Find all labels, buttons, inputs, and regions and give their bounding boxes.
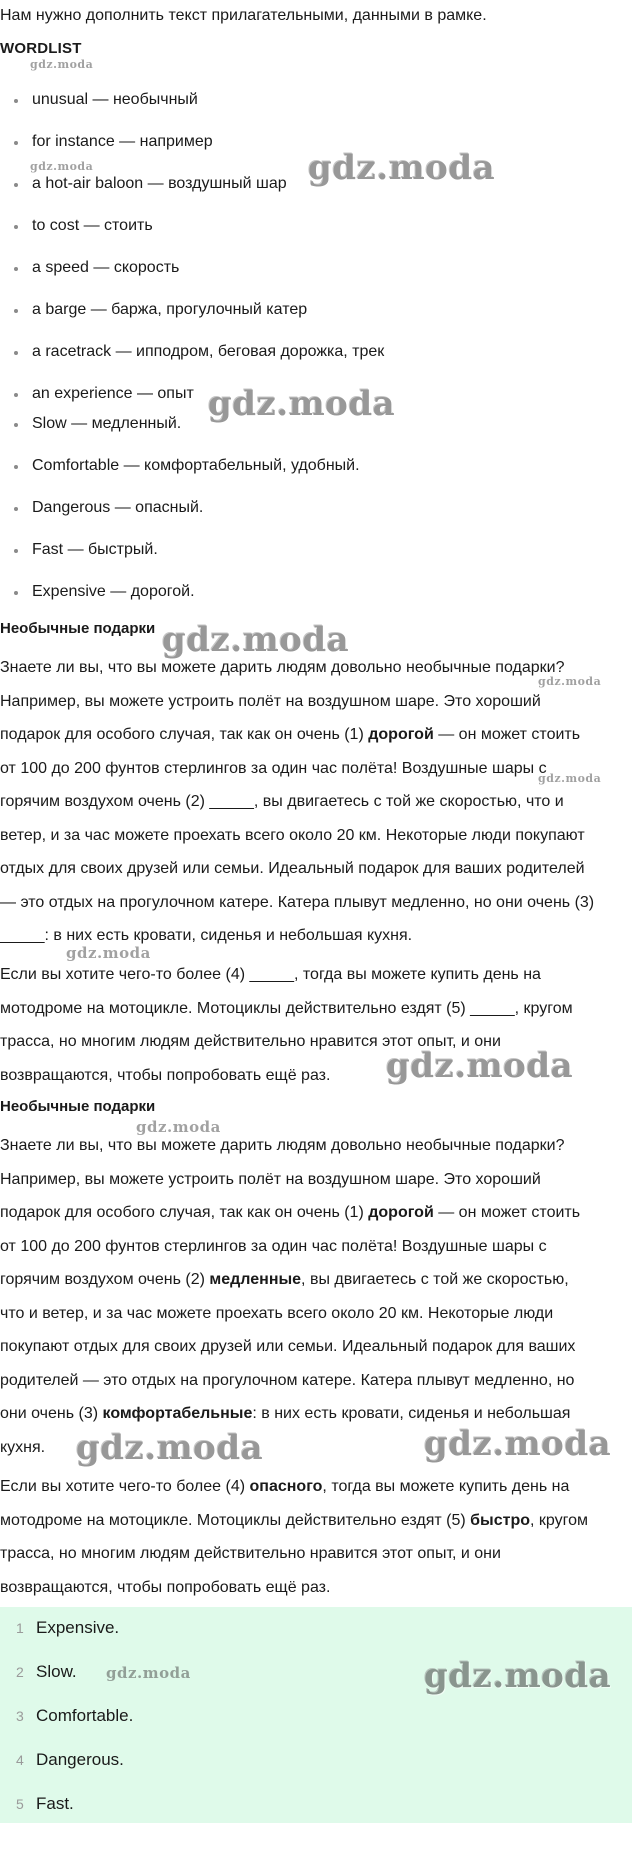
answer-number: 1 bbox=[16, 1620, 24, 1636]
wordlist-item-text: Fast — быстрый. bbox=[32, 541, 158, 558]
watermark: gdz.moda bbox=[66, 944, 151, 962]
bullet-dot bbox=[14, 507, 18, 511]
watermark: gdz.moda bbox=[30, 160, 94, 173]
text-segment: горячим воздухом очень (2) _____, вы двигаетесь с той же скоростью, что и bbox=[0, 793, 564, 810]
text-line bbox=[0, 1163, 632, 1197]
wordlist-item-text: Comfortable — комфортабельный, удобный. bbox=[32, 457, 360, 474]
wordlist-item-text: unusual — необычный bbox=[32, 91, 198, 108]
bullet-dot bbox=[14, 141, 18, 145]
text-segment: от 100 до 200 фунтов стерлингов за один час полёта! Воздушные шары с bbox=[0, 759, 547, 777]
text-segment: возвращаются, чтобы попробовать ещё раз. bbox=[0, 1578, 331, 1596]
watermark: gdz.moda bbox=[208, 384, 396, 424]
text-segment: подарок для особого случая, так как он очень (1) bbox=[0, 726, 369, 743]
watermark: gdz.moda bbox=[386, 1046, 574, 1086]
answer-word: комфортабельные bbox=[102, 1405, 253, 1422]
answers-box bbox=[0, 1607, 632, 1823]
bullet-dot bbox=[14, 351, 18, 355]
text-line bbox=[0, 1129, 632, 1163]
watermark: gdz.moda bbox=[538, 675, 602, 688]
bullet-dot bbox=[14, 309, 18, 313]
text-line bbox=[0, 1230, 632, 1264]
bullet-dot bbox=[14, 183, 18, 187]
intro-text: Нам нужно дополнить текст прилагательными, данными в рамке. bbox=[0, 7, 487, 24]
wordlist-item-text: Dangerous — опасный. bbox=[32, 499, 204, 516]
section-2-paragraph-1 bbox=[0, 1129, 632, 1464]
text-line bbox=[0, 1470, 632, 1504]
answer-word: дорогой bbox=[368, 726, 434, 743]
text-segment: кухня. bbox=[0, 1438, 46, 1456]
watermark: gdz.moda bbox=[538, 772, 602, 785]
text-segment: — он может стоить bbox=[433, 1204, 581, 1221]
watermark: gdz.moda bbox=[424, 1424, 612, 1464]
section-title-2: Необычные подарки bbox=[0, 1098, 156, 1115]
watermark: gdz.moda bbox=[424, 1656, 612, 1696]
answer-word: опасного bbox=[249, 1478, 323, 1495]
answer-row bbox=[16, 1793, 74, 1815]
answer-number: 2 bbox=[16, 1664, 24, 1680]
text-line bbox=[0, 1330, 632, 1364]
text-segment: трасса, но многим людям действительно нравится этот опыт, и они bbox=[0, 1033, 501, 1050]
text-line bbox=[0, 1504, 632, 1538]
answer-number: 4 bbox=[16, 1752, 24, 1768]
watermark: gdz.moda bbox=[308, 148, 496, 188]
section-2-paragraph-2 bbox=[0, 1470, 632, 1604]
wordlist-item-text: a barge — баржа, прогулочный катер bbox=[32, 301, 308, 318]
text-line bbox=[0, 785, 632, 819]
answer-text: Fast. bbox=[36, 1794, 74, 1813]
text-segment: от 100 до 200 фунтов стерлингов за один час полёта! Воздушные шары с bbox=[0, 1237, 547, 1255]
answer-word: быстро bbox=[470, 1511, 530, 1529]
bullet-dot bbox=[14, 423, 18, 427]
wordlist-item-text: an experience — опыт bbox=[32, 385, 194, 402]
answer-row bbox=[16, 1749, 124, 1771]
answer-row bbox=[16, 1705, 133, 1727]
text-segment: — он может стоить bbox=[433, 726, 581, 743]
answer-row bbox=[16, 1617, 119, 1639]
watermark: gdz.moda bbox=[106, 1664, 191, 1682]
text-segment: — это отдых на прогулочном катере. Катера плывут медленно, но они очень (3) bbox=[0, 893, 595, 911]
section-1-paragraph-1 bbox=[0, 651, 632, 953]
text-line bbox=[0, 1196, 632, 1230]
answer-number: 3 bbox=[16, 1708, 24, 1724]
bullet-dot bbox=[14, 549, 18, 553]
bullet-dot bbox=[14, 225, 18, 229]
text-segment: они очень (3) bbox=[0, 1405, 103, 1422]
text-segment: мотодроме на мотоцикле. Мотоциклы действительно ездят (5) _____, кругом bbox=[0, 999, 573, 1017]
text-segment: : в них есть кровати, сиденья и небольшая bbox=[252, 1405, 571, 1422]
wordlist-item-text: Slow — медленный. bbox=[32, 415, 182, 432]
text-line bbox=[0, 992, 632, 1026]
text-segment: трасса, но многим людям действительно нравится этот опыт, и они bbox=[0, 1545, 501, 1562]
text-segment: возвращаются, чтобы попробовать ещё раз. bbox=[0, 1066, 331, 1084]
answer-number: 5 bbox=[16, 1796, 24, 1812]
wordlist-title: WORDLIST bbox=[0, 40, 82, 57]
wordlist-item-text: to cost — стоить bbox=[32, 217, 153, 234]
text-line bbox=[0, 886, 632, 920]
text-line bbox=[0, 958, 632, 992]
watermark: gdz.moda bbox=[162, 620, 350, 660]
text-segment: покупают отдых для своих друзей или семьи. Идеальный подарок для ваших bbox=[0, 1338, 576, 1355]
answer-text: Comfortable. bbox=[36, 1706, 134, 1725]
text-line bbox=[0, 1537, 632, 1571]
text-line bbox=[0, 852, 632, 886]
wordlist-item-text: for instance — например bbox=[32, 133, 213, 150]
wordlist-item-text: a speed — скорость bbox=[32, 259, 180, 276]
bullet-dot bbox=[14, 393, 18, 397]
text-segment: ветер, и за час можете проехать всего около 20 км. Некоторые люди покупают bbox=[0, 826, 585, 844]
watermark: gdz.moda bbox=[30, 58, 94, 71]
bullet-dot bbox=[14, 267, 18, 271]
answer-row bbox=[16, 1661, 77, 1683]
bullet-dot bbox=[14, 99, 18, 103]
text-segment: , вы двигаетесь с той же скоростью, bbox=[301, 1271, 569, 1288]
bullet-dot bbox=[14, 465, 18, 469]
text-segment: _____: в них есть кровати, сиденья и небольшая кухня. bbox=[0, 927, 413, 944]
section-title-1: Необычные подарки bbox=[0, 620, 156, 637]
answer-word: медленные bbox=[209, 1271, 302, 1288]
watermark: gdz.moda bbox=[136, 1118, 221, 1136]
text-line bbox=[0, 718, 632, 752]
text-segment: горячим воздухом очень (2) bbox=[0, 1271, 210, 1288]
text-segment: подарок для особого случая, так как он очень (1) bbox=[0, 1204, 369, 1221]
text-line bbox=[0, 1263, 632, 1297]
answer-text: Expensive. bbox=[36, 1618, 120, 1637]
watermark: gdz.moda bbox=[76, 1428, 264, 1468]
text-line bbox=[0, 685, 632, 719]
text-segment: Например, вы можете устроить полёт на воздушном шаре. Это хороший bbox=[0, 692, 541, 710]
text-segment: , тогда вы можете купить день на bbox=[322, 1478, 570, 1495]
bullet-dot bbox=[14, 591, 18, 595]
wordlist-item-text: a hot-air baloon — воздушный шар bbox=[32, 175, 287, 192]
text-segment: отдых для своих друзей или семьи. Идеальный подарок для ваших родителей bbox=[0, 860, 585, 877]
text-segment: что и ветер, и за час можете проехать всего около 20 км. Некоторые люди bbox=[0, 1304, 554, 1322]
wordlist-item-text: Expensive — дорогой. bbox=[32, 583, 195, 600]
wordlist-item-text: a racetrack — ипподром, беговая дорожка, трек bbox=[32, 343, 385, 360]
text-line bbox=[0, 1297, 632, 1331]
text-segment: Знаете ли вы, что вы можете дарить людям довольно необычные подарки? bbox=[0, 1137, 565, 1154]
text-segment: , кругом bbox=[530, 1511, 588, 1529]
text-line bbox=[0, 1571, 632, 1605]
answer-text: Dangerous. bbox=[36, 1750, 124, 1769]
text-segment: Если вы хотите чего-то более (4) bbox=[0, 1478, 250, 1495]
text-segment: родителей — это отдых на прогулочном катере. Катера плывут медленно, но bbox=[0, 1371, 575, 1389]
text-segment: мотодроме на мотоцикле. Мотоциклы действительно ездят (5) bbox=[0, 1511, 471, 1529]
answer-text: Slow. bbox=[36, 1662, 77, 1681]
answer-word: дорогой bbox=[368, 1204, 434, 1221]
text-line bbox=[0, 819, 632, 853]
text-segment: Если вы хотите чего-то более (4) _____, тогда вы можете купить день на bbox=[0, 966, 541, 983]
text-segment: Знаете ли вы, что вы можете дарить людям довольно необычные подарки? bbox=[0, 659, 565, 676]
text-segment: Например, вы можете устроить полёт на воздушном шаре. Это хороший bbox=[0, 1170, 541, 1188]
text-line bbox=[0, 1364, 632, 1398]
